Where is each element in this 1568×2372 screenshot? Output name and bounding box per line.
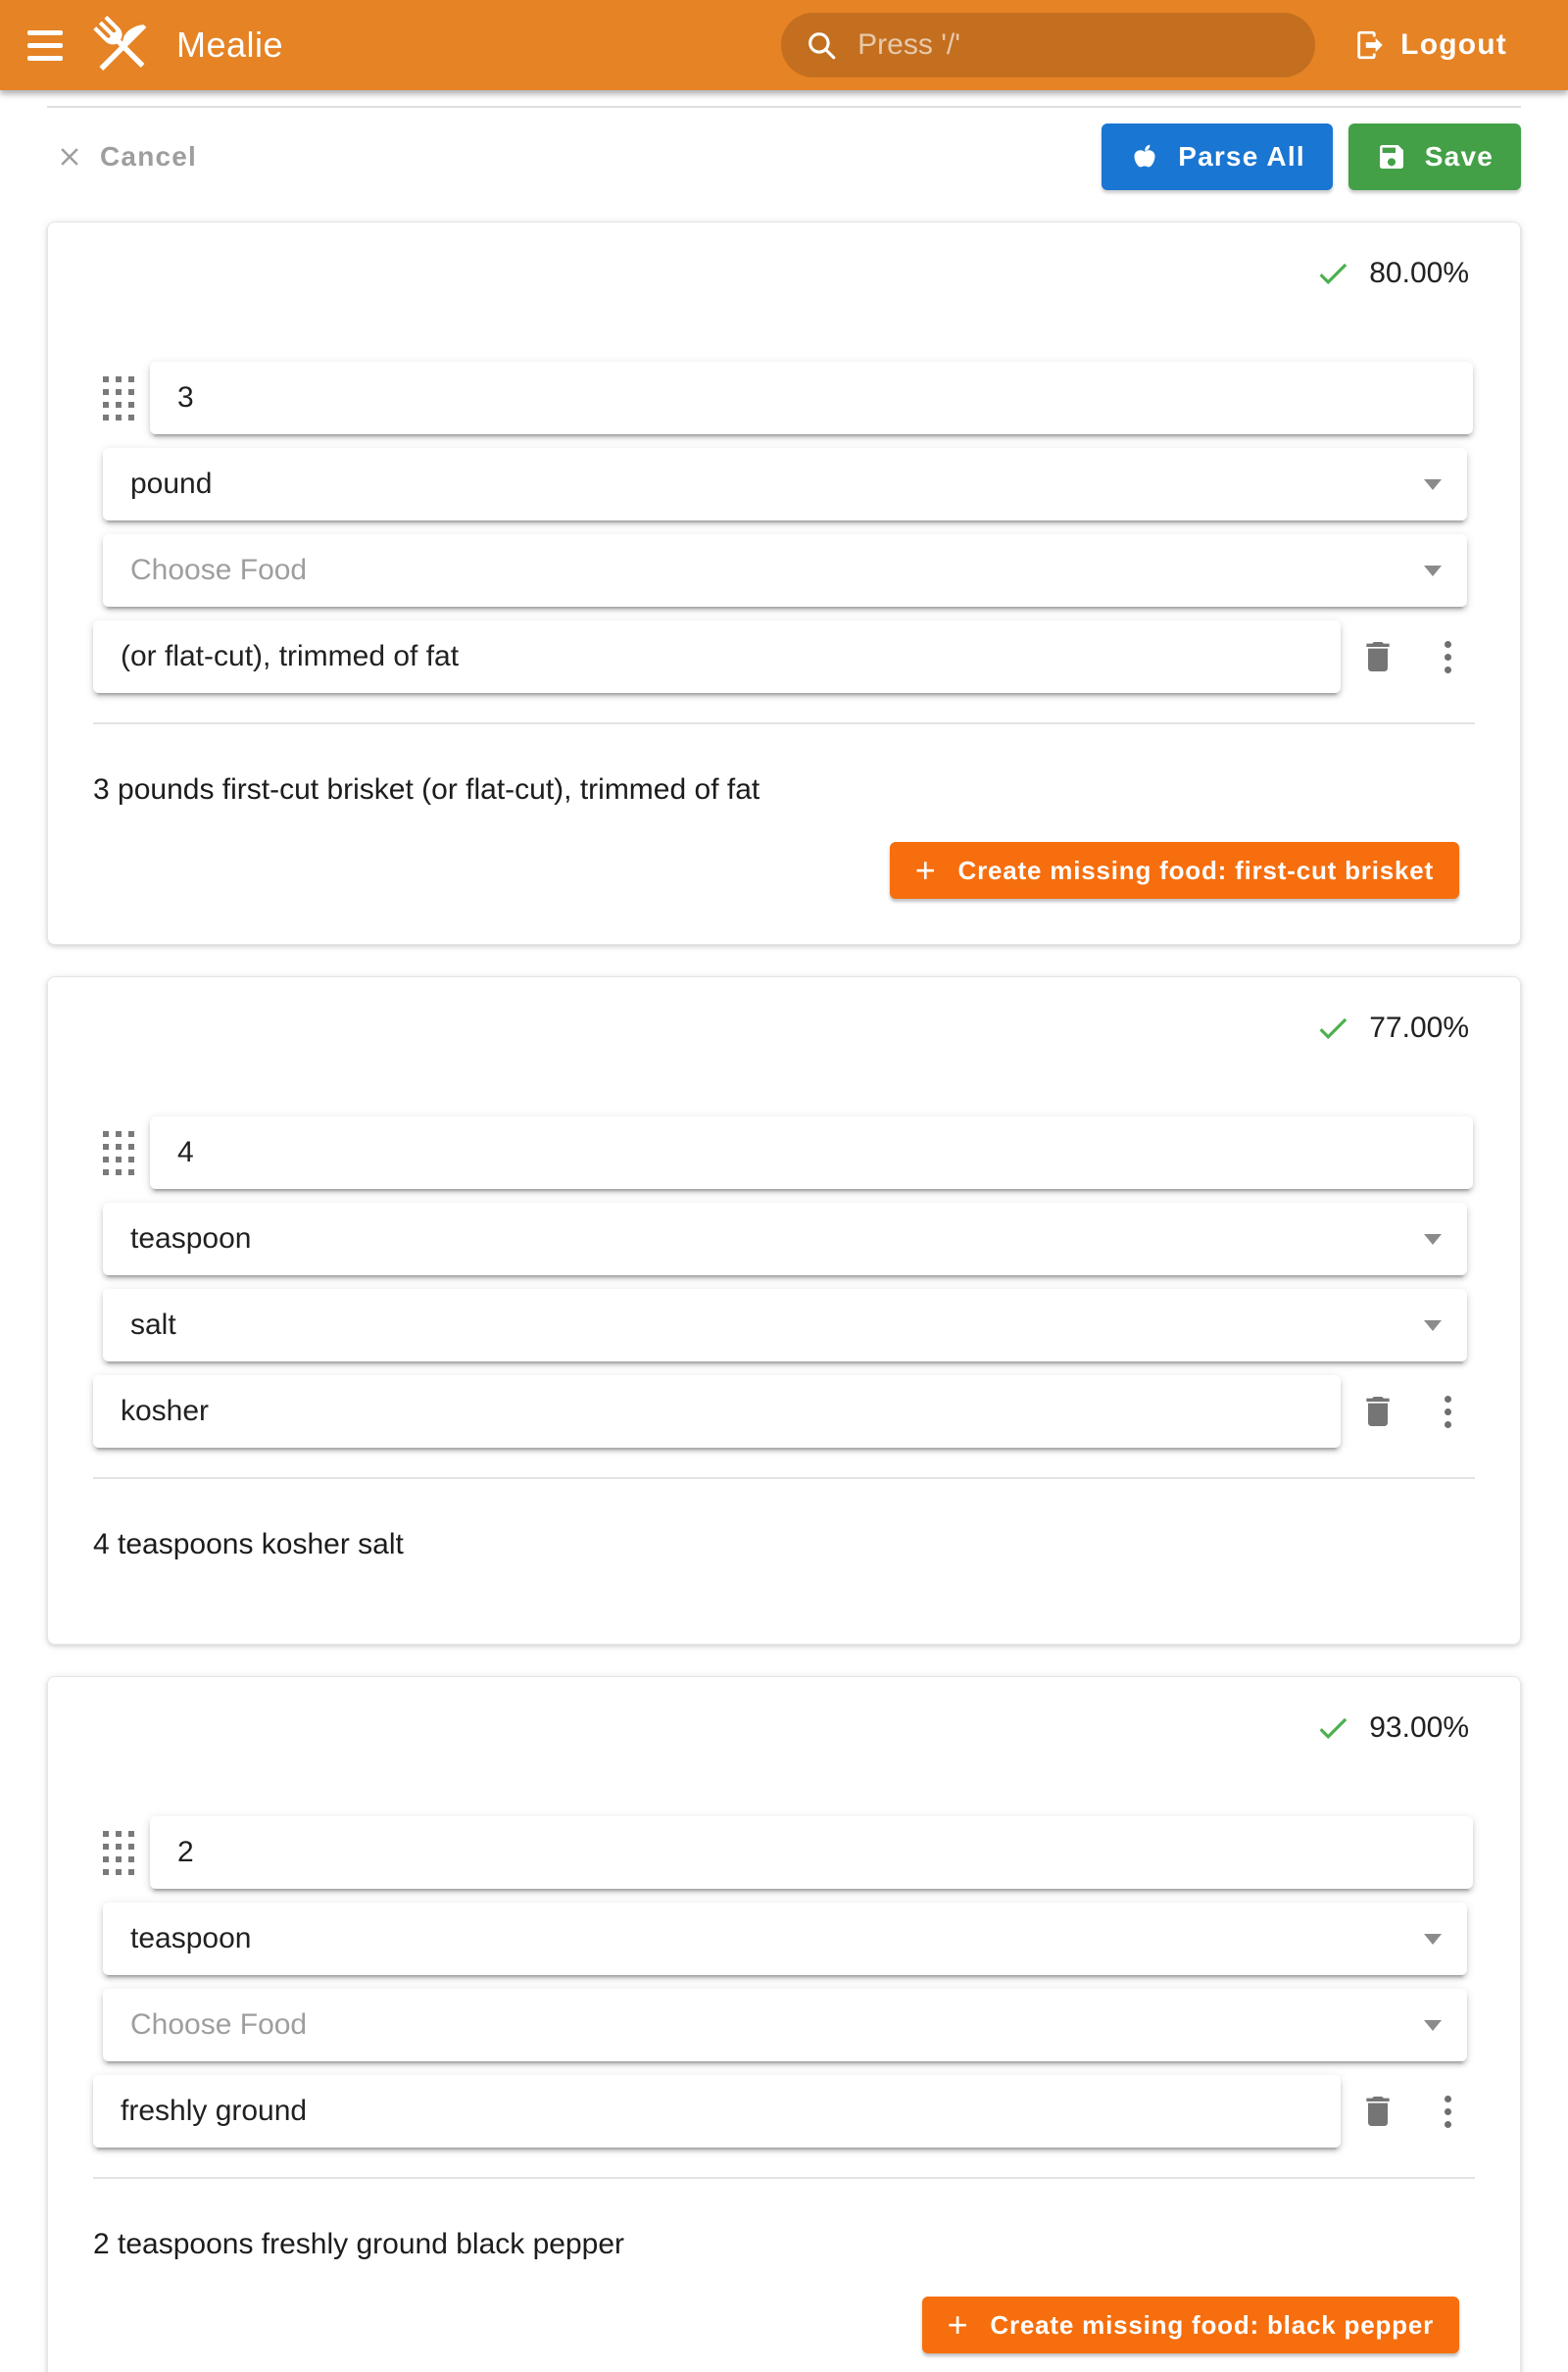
chevron-down-icon [1424, 479, 1442, 490]
food-select-input[interactable] [128, 1308, 1408, 1343]
divider [93, 2177, 1475, 2179]
food-select[interactable] [103, 1289, 1467, 1361]
quantity-input[interactable] [175, 1135, 1447, 1170]
chevron-down-icon [1424, 1934, 1442, 1945]
kebab-menu-icon[interactable] [1441, 1392, 1455, 1432]
plus-icon: + [947, 2304, 969, 2345]
note-field [93, 1375, 1341, 1448]
menu-icon [27, 30, 63, 35]
apple-icon [1129, 141, 1160, 173]
chevron-down-icon [1424, 1320, 1442, 1331]
note-field [93, 620, 1341, 693]
toolbar [47, 124, 1521, 190]
unit-select-input[interactable] [128, 1221, 1408, 1257]
create-missing-food-button[interactable] [922, 2297, 1459, 2353]
parse-all-button[interactable] [1102, 124, 1333, 190]
trash-icon[interactable] [1358, 1392, 1397, 1431]
unit-select[interactable] [103, 448, 1467, 520]
ingredient-parser-page [0, 106, 1568, 2372]
check-icon [1314, 1010, 1351, 1047]
save-button[interactable] [1348, 124, 1521, 190]
unit-select-input[interactable] [128, 467, 1408, 502]
search-input[interactable] [856, 27, 1292, 63]
confidence-value: 80.00% [1369, 257, 1469, 289]
create-missing-food-label: Create missing food: black pepper [990, 2309, 1434, 2340]
kebab-menu-icon[interactable] [1441, 2092, 1455, 2132]
plus-icon: + [914, 850, 937, 890]
quantity-field [150, 362, 1473, 434]
food-select[interactable] [103, 1989, 1467, 2061]
drag-handle-icon[interactable] [103, 376, 134, 420]
trash-icon[interactable] [1358, 637, 1397, 676]
close-icon [55, 142, 84, 172]
chevron-down-icon [1424, 2020, 1442, 2031]
quantity-field [150, 1816, 1473, 1889]
divider [93, 722, 1475, 724]
search-bar[interactable] [781, 13, 1315, 77]
ingredient-card [47, 222, 1521, 945]
confidence-row [48, 1706, 1520, 1750]
check-icon [1314, 255, 1351, 292]
confidence-row [48, 1007, 1520, 1050]
drag-handle-icon[interactable] [103, 1831, 134, 1875]
mealie-logo-icon [84, 9, 157, 81]
logout-button[interactable] [1348, 27, 1513, 63]
check-icon [1314, 1709, 1351, 1747]
cancel-label: Cancel [100, 141, 198, 172]
quantity-field [150, 1116, 1473, 1189]
kebab-menu-icon[interactable] [1441, 637, 1455, 677]
toolbar-actions [1102, 124, 1521, 190]
food-select-input[interactable] [128, 553, 1408, 588]
save-label: Save [1424, 141, 1494, 172]
original-ingredient-text: 4 teaspoons kosher salt [93, 1528, 404, 1560]
trash-icon[interactable] [1358, 2092, 1397, 2131]
create-missing-food-button[interactable] [890, 842, 1459, 899]
app-title: Mealie [176, 25, 284, 65]
original-ingredient-text: 3 pounds first-cut brisket (or flat-cut), trimmed of fat [93, 773, 760, 806]
food-select-input[interactable] [128, 2007, 1408, 2043]
note-field [93, 2075, 1341, 2148]
unit-select[interactable] [103, 1203, 1467, 1275]
divider [47, 106, 1521, 108]
divider [93, 1477, 1475, 1479]
confidence-value: 77.00% [1369, 1012, 1469, 1044]
food-select[interactable] [103, 534, 1467, 607]
note-input[interactable] [119, 2094, 1315, 2129]
search-icon [805, 28, 838, 62]
confidence-row [48, 252, 1520, 295]
unit-select[interactable] [103, 1903, 1467, 1975]
logout-icon [1353, 28, 1387, 62]
save-icon [1376, 141, 1407, 173]
chevron-down-icon [1424, 566, 1442, 576]
confidence-value: 93.00% [1369, 1711, 1469, 1744]
quantity-input[interactable] [175, 1835, 1447, 1870]
original-ingredient-text: 2 teaspoons freshly ground black pepper [93, 2228, 625, 2260]
unit-select-input[interactable] [128, 1921, 1408, 1956]
parse-all-label: Parse All [1178, 141, 1305, 172]
ingredient-card [47, 976, 1521, 1645]
create-missing-food-label: Create missing food: first-cut brisket [957, 855, 1434, 885]
note-input[interactable] [119, 639, 1315, 674]
cancel-button[interactable] [47, 141, 207, 173]
app-header [0, 0, 1568, 90]
drag-handle-icon[interactable] [103, 1131, 134, 1175]
menu-button[interactable] [22, 22, 69, 69]
note-input[interactable] [119, 1394, 1315, 1429]
ingredient-card [47, 1676, 1521, 2372]
chevron-down-icon [1424, 1234, 1442, 1245]
quantity-input[interactable] [175, 380, 1447, 416]
logout-label: Logout [1400, 28, 1507, 61]
